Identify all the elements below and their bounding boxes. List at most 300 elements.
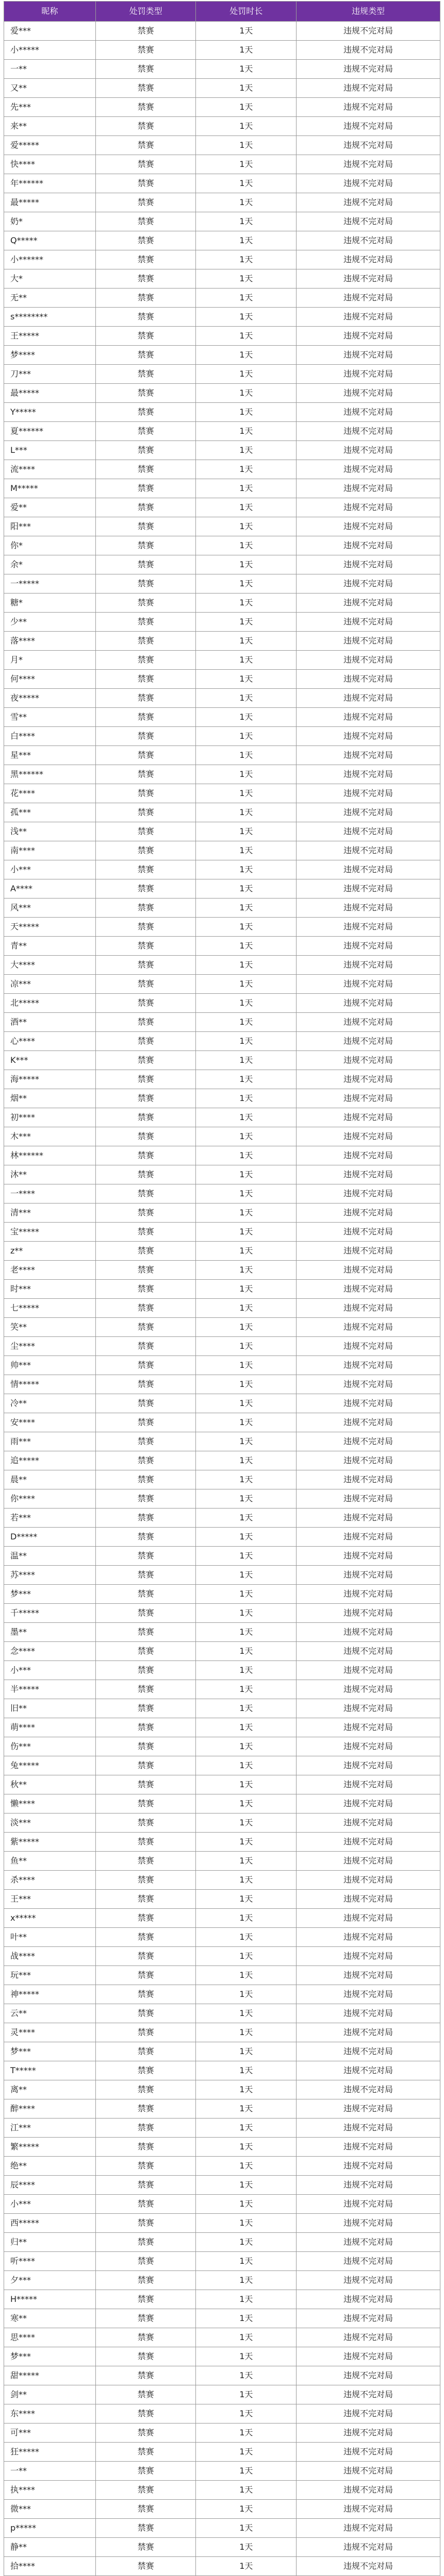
penalty-type-cell: 禁赛 bbox=[95, 765, 196, 784]
nickname-cell: 一** bbox=[4, 60, 96, 79]
nickname-cell: 天***** bbox=[4, 918, 96, 937]
table-row bbox=[4, 1566, 440, 1585]
table-row bbox=[4, 479, 440, 498]
penalty-type-cell: 禁赛 bbox=[95, 1051, 196, 1070]
violation-type-cell: 违规不完对局 bbox=[297, 2233, 440, 2252]
penalty-type-cell: 禁赛 bbox=[95, 2385, 196, 2404]
penalty-type-cell: 禁赛 bbox=[95, 1833, 196, 1852]
table-row bbox=[4, 2519, 440, 2538]
penalty-duration-cell: 1天 bbox=[196, 1051, 297, 1070]
nickname-cell: 无** bbox=[4, 289, 96, 308]
violation-type-cell: 违规不完对局 bbox=[297, 1775, 440, 1794]
penalty-duration-cell: 1天 bbox=[196, 708, 297, 727]
penalty-duration-cell: 1天 bbox=[196, 2290, 297, 2309]
table-row bbox=[4, 1280, 440, 1299]
penalty-type-cell: 禁赛 bbox=[95, 841, 196, 860]
penalty-duration-cell: 1天 bbox=[196, 1489, 297, 1509]
violation-type-cell: 违规不完对局 bbox=[297, 327, 440, 346]
penalty-type-cell: 禁赛 bbox=[95, 1146, 196, 1165]
penalty-type-cell: 禁赛 bbox=[95, 2099, 196, 2119]
nickname-cell: 风*** bbox=[4, 899, 96, 918]
nickname-cell: 江*** bbox=[4, 2119, 96, 2138]
penalty-type-cell: 禁赛 bbox=[95, 2309, 196, 2328]
table-row bbox=[4, 1261, 440, 1280]
table-row bbox=[4, 2252, 440, 2271]
nickname-cell: 剑** bbox=[4, 2385, 96, 2404]
penalty-duration-cell: 1天 bbox=[196, 574, 297, 594]
penalty-duration-cell: 1天 bbox=[196, 2462, 297, 2481]
nickname-cell: 夕*** bbox=[4, 2271, 96, 2290]
violation-type-cell: 违规不完对局 bbox=[297, 441, 440, 460]
penalty-duration-cell: 1天 bbox=[196, 1737, 297, 1756]
table-row bbox=[4, 1509, 440, 1528]
violation-type-cell: 违规不完对局 bbox=[297, 2366, 440, 2385]
penalty-duration-cell: 1天 bbox=[196, 937, 297, 956]
penalty-type-cell: 禁赛 bbox=[95, 2538, 196, 2557]
nickname-cell: 孤*** bbox=[4, 803, 96, 822]
nickname-cell: T***** bbox=[4, 2061, 96, 2080]
penalty-type-cell: 禁赛 bbox=[95, 574, 196, 594]
penalty-type-cell: 禁赛 bbox=[95, 174, 196, 193]
table-row bbox=[4, 1223, 440, 1242]
nickname-cell: 老**** bbox=[4, 1261, 96, 1280]
penalty-type-cell: 禁赛 bbox=[95, 365, 196, 384]
nickname-cell: x***** bbox=[4, 1909, 96, 1928]
violation-type-cell: 违规不完对局 bbox=[297, 403, 440, 422]
penalty-type-cell: 禁赛 bbox=[95, 269, 196, 289]
penalty-type-cell: 禁赛 bbox=[95, 250, 196, 269]
penalty-duration-cell: 1天 bbox=[196, 2385, 297, 2404]
table-row bbox=[4, 1070, 440, 1089]
penalty-type-cell: 禁赛 bbox=[95, 327, 196, 346]
table-row bbox=[4, 2042, 440, 2061]
violation-type-cell: 违规不完对局 bbox=[297, 1547, 440, 1566]
violation-type-cell: 违规不完对局 bbox=[297, 1318, 440, 1337]
nickname-cell: 爱*** bbox=[4, 22, 96, 41]
penalty-type-cell: 禁赛 bbox=[95, 2290, 196, 2309]
penalty-type-cell: 禁赛 bbox=[95, 346, 196, 365]
table-row bbox=[4, 498, 440, 517]
penalty-duration-cell: 1天 bbox=[196, 1566, 297, 1585]
violation-type-cell: 违规不完对局 bbox=[297, 1642, 440, 1661]
table-row bbox=[4, 1394, 440, 1413]
penalty-type-cell: 禁赛 bbox=[95, 1909, 196, 1928]
penalty-duration-cell: 1天 bbox=[196, 2157, 297, 2176]
violation-type-cell: 违规不完对局 bbox=[297, 899, 440, 918]
nickname-cell: 狂***** bbox=[4, 2443, 96, 2462]
nickname-cell: 战**** bbox=[4, 1947, 96, 1966]
violation-type-cell: 违规不完对局 bbox=[297, 937, 440, 956]
violation-type-cell: 违规不完对局 bbox=[297, 2519, 440, 2538]
penalty-type-cell: 禁赛 bbox=[95, 1299, 196, 1318]
penalty-type-cell: 禁赛 bbox=[95, 1318, 196, 1337]
nickname-cell: 一** bbox=[4, 2462, 96, 2481]
penalty-duration-cell: 1天 bbox=[196, 1261, 297, 1280]
violation-type-cell: 违规不完对局 bbox=[297, 1089, 440, 1108]
table-row bbox=[4, 727, 440, 746]
penalty-duration-cell: 1天 bbox=[196, 1966, 297, 1985]
nickname-cell: 千***** bbox=[4, 1604, 96, 1623]
penalty-type-cell: 禁赛 bbox=[95, 1547, 196, 1566]
violation-type-cell: 违规不完对局 bbox=[297, 365, 440, 384]
nickname-cell: 阳*** bbox=[4, 517, 96, 536]
violation-type-cell: 违规不完对局 bbox=[297, 1814, 440, 1833]
penalty-duration-cell: 1天 bbox=[196, 1528, 297, 1547]
nickname-cell: 听**** bbox=[4, 2252, 96, 2271]
penalty-duration-cell: 1天 bbox=[196, 1547, 297, 1566]
table-row bbox=[4, 1413, 440, 1432]
violation-type-cell: 违规不完对局 bbox=[297, 1623, 440, 1642]
nickname-cell: K*** bbox=[4, 1051, 96, 1070]
penalty-duration-cell: 1天 bbox=[196, 1356, 297, 1375]
violation-type-cell: 违规不完对局 bbox=[297, 117, 440, 136]
penalty-type-cell: 禁赛 bbox=[95, 1337, 196, 1356]
penalty-type-cell: 禁赛 bbox=[95, 1852, 196, 1871]
table-row bbox=[4, 555, 440, 574]
penalty-duration-cell: 1天 bbox=[196, 1242, 297, 1261]
penalty-type-cell: 禁赛 bbox=[95, 1070, 196, 1089]
nickname-cell: 思**** bbox=[4, 2328, 96, 2347]
penalty-type-cell: 禁赛 bbox=[95, 1756, 196, 1775]
penalty-duration-cell: 1天 bbox=[196, 746, 297, 765]
violation-type-cell: 违规不完对局 bbox=[297, 1871, 440, 1890]
nickname-cell: 落**** bbox=[4, 632, 96, 651]
nickname-cell: 一**** bbox=[4, 1184, 96, 1204]
penalty-duration-cell: 1天 bbox=[196, 1223, 297, 1242]
table-row bbox=[4, 574, 440, 594]
nickname-cell: 白**** bbox=[4, 727, 96, 746]
violation-type-cell: 违规不完对局 bbox=[297, 841, 440, 860]
penalty-duration-cell: 1天 bbox=[196, 365, 297, 384]
table-row bbox=[4, 1585, 440, 1604]
penalty-duration-cell: 1天 bbox=[196, 289, 297, 308]
violation-type-cell: 违规不完对局 bbox=[297, 1299, 440, 1318]
penalty-duration-cell: 1天 bbox=[196, 2443, 297, 2462]
penalty-duration-cell: 1天 bbox=[196, 975, 297, 994]
table-row bbox=[4, 1775, 440, 1794]
penalty-type-cell: 禁赛 bbox=[95, 2157, 196, 2176]
violation-type-cell: 违规不完对局 bbox=[297, 1356, 440, 1375]
nickname-cell: Q***** bbox=[4, 231, 96, 250]
penalty-duration-cell: 1天 bbox=[196, 2309, 297, 2328]
violation-type-cell: 违规不完对局 bbox=[297, 2138, 440, 2157]
violation-type-cell: 违规不完对局 bbox=[297, 346, 440, 365]
table-row bbox=[4, 422, 440, 441]
nickname-cell: 微*** bbox=[4, 2500, 96, 2519]
penalty-type-cell: 禁赛 bbox=[95, 2176, 196, 2195]
violation-type-cell: 违规不完对局 bbox=[297, 670, 440, 689]
penalty-duration-cell: 1天 bbox=[196, 22, 297, 41]
table-row bbox=[4, 1089, 440, 1108]
violation-type-cell: 违规不完对局 bbox=[297, 2061, 440, 2080]
penalty-duration-cell: 1天 bbox=[196, 250, 297, 269]
penalty-type-cell: 禁赛 bbox=[95, 1642, 196, 1661]
violation-type-cell: 违规不完对局 bbox=[297, 98, 440, 117]
table-row bbox=[4, 2004, 440, 2023]
penalty-type-cell: 禁赛 bbox=[95, 632, 196, 651]
table-row bbox=[4, 1204, 440, 1223]
violation-type-cell: 违规不完对局 bbox=[297, 1432, 440, 1451]
penalty-type-cell: 禁赛 bbox=[95, 613, 196, 632]
violation-type-cell: 违规不完对局 bbox=[297, 1394, 440, 1413]
table-row bbox=[4, 1547, 440, 1566]
violation-type-cell: 违规不完对局 bbox=[297, 2538, 440, 2557]
penalty-duration-cell: 1天 bbox=[196, 1375, 297, 1394]
penalty-duration-cell: 1天 bbox=[196, 1013, 297, 1032]
violation-type-cell: 违规不完对局 bbox=[297, 555, 440, 574]
nickname-cell: 黑****** bbox=[4, 765, 96, 784]
violation-type-cell: 违规不完对局 bbox=[297, 1261, 440, 1280]
violation-type-cell: 违规不完对局 bbox=[297, 2099, 440, 2119]
penalty-type-cell: 禁赛 bbox=[95, 1794, 196, 1814]
penalty-duration-cell: 1天 bbox=[196, 136, 297, 155]
nickname-cell: 月* bbox=[4, 651, 96, 670]
penalty-type-cell: 禁赛 bbox=[95, 1089, 196, 1108]
nickname-cell: 淡*** bbox=[4, 1814, 96, 1833]
penalty-duration-cell: 1天 bbox=[196, 1871, 297, 1890]
penalty-type-cell: 禁赛 bbox=[95, 1947, 196, 1966]
violation-type-cell: 违规不完对局 bbox=[297, 498, 440, 517]
nickname-cell: 浅** bbox=[4, 822, 96, 841]
table-row bbox=[4, 269, 440, 289]
table-row bbox=[4, 1833, 440, 1852]
penalty-type-cell: 禁赛 bbox=[95, 536, 196, 555]
penalty-duration-cell: 1天 bbox=[196, 803, 297, 822]
penalty-type-cell: 禁赛 bbox=[95, 231, 196, 250]
violation-type-cell: 违规不完对局 bbox=[297, 2214, 440, 2233]
penalty-duration-cell: 1天 bbox=[196, 2481, 297, 2500]
table-row bbox=[4, 517, 440, 536]
table-row bbox=[4, 1985, 440, 2004]
nickname-cell: 快**** bbox=[4, 155, 96, 174]
table-row bbox=[4, 2176, 440, 2195]
penalty-type-cell: 禁赛 bbox=[95, 2004, 196, 2023]
nickname-cell: 梦**** bbox=[4, 346, 96, 365]
nickname-cell: 叶** bbox=[4, 1928, 96, 1947]
table-row bbox=[4, 2195, 440, 2214]
nickname-cell: 兔***** bbox=[4, 1756, 96, 1775]
penalty-type-cell: 禁赛 bbox=[95, 1204, 196, 1223]
nickname-cell: 大* bbox=[4, 269, 96, 289]
violation-type-cell: 违规不完对局 bbox=[297, 1794, 440, 1814]
table-row bbox=[4, 822, 440, 841]
nickname-cell: 旧** bbox=[4, 1699, 96, 1718]
nickname-cell: 小*** bbox=[4, 2195, 96, 2214]
penalty-type-cell: 禁赛 bbox=[95, 1871, 196, 1890]
penalty-duration-cell: 1天 bbox=[196, 956, 297, 975]
violation-type-cell: 违规不完对局 bbox=[297, 1833, 440, 1852]
table-row bbox=[4, 1947, 440, 1966]
violation-type-cell: 违规不完对局 bbox=[297, 2023, 440, 2042]
table-row bbox=[4, 879, 440, 899]
violation-type-cell: 违规不完对局 bbox=[297, 2195, 440, 2214]
violation-type-cell: 违规不完对局 bbox=[297, 1718, 440, 1737]
penalty-duration-cell: 1天 bbox=[196, 689, 297, 708]
violation-type-cell: 违规不完对局 bbox=[297, 1280, 440, 1299]
penalty-type-cell: 禁赛 bbox=[95, 2138, 196, 2157]
penalty-type-cell: 禁赛 bbox=[95, 193, 196, 212]
violation-type-cell: 违规不完对局 bbox=[297, 1528, 440, 1547]
nickname-cell: 小*** bbox=[4, 860, 96, 879]
table-row bbox=[4, 1680, 440, 1699]
penalty-type-cell: 禁赛 bbox=[95, 460, 196, 479]
penalty-table bbox=[4, 1, 440, 2576]
penalty-type-cell: 禁赛 bbox=[95, 784, 196, 803]
nickname-cell: 念**** bbox=[4, 1642, 96, 1661]
nickname-cell: 甜***** bbox=[4, 2366, 96, 2385]
nickname-cell: 来** bbox=[4, 117, 96, 136]
nickname-cell: p***** bbox=[4, 2519, 96, 2538]
nickname-cell: 鱼** bbox=[4, 1852, 96, 1871]
penalty-type-cell: 禁赛 bbox=[95, 594, 196, 613]
penalty-duration-cell: 1天 bbox=[196, 1661, 297, 1680]
penalty-duration-cell: 1天 bbox=[196, 1833, 297, 1852]
penalty-type-cell: 禁赛 bbox=[95, 79, 196, 98]
table-row bbox=[4, 2080, 440, 2099]
violation-type-cell: 违规不完对局 bbox=[297, 975, 440, 994]
penalty-duration-cell: 1天 bbox=[196, 1337, 297, 1356]
violation-type-cell: 违规不完对局 bbox=[297, 2119, 440, 2138]
penalty-duration-cell: 1天 bbox=[196, 2347, 297, 2366]
penalty-duration-cell: 1天 bbox=[196, 1318, 297, 1337]
table-row bbox=[4, 765, 440, 784]
nickname-cell: 懒**** bbox=[4, 1794, 96, 1814]
nickname-cell: 温** bbox=[4, 1547, 96, 1566]
table-row bbox=[4, 536, 440, 555]
table-row bbox=[4, 1451, 440, 1470]
violation-type-cell: 违规不完对局 bbox=[297, 1165, 440, 1184]
penalty-type-cell: 禁赛 bbox=[95, 1680, 196, 1699]
table-row bbox=[4, 784, 440, 803]
nickname-cell: 离** bbox=[4, 2080, 96, 2099]
penalty-duration-cell: 1天 bbox=[196, 117, 297, 136]
violation-type-cell: 违规不完对局 bbox=[297, 1470, 440, 1489]
nickname-cell: 又** bbox=[4, 79, 96, 98]
penalty-type-cell: 禁赛 bbox=[95, 1566, 196, 1585]
penalty-type-cell: 禁赛 bbox=[95, 136, 196, 155]
nickname-cell: 东**** bbox=[4, 2404, 96, 2424]
penalty-duration-cell: 1天 bbox=[196, 498, 297, 517]
violation-type-cell: 违规不完对局 bbox=[297, 574, 440, 594]
nickname-cell: 夜***** bbox=[4, 689, 96, 708]
nickname-cell: 笑** bbox=[4, 1318, 96, 1337]
table-row bbox=[4, 346, 440, 365]
violation-type-cell: 违规不完对局 bbox=[297, 1051, 440, 1070]
table-row bbox=[4, 1013, 440, 1032]
nickname-cell: 最***** bbox=[4, 193, 96, 212]
penalty-type-cell: 禁赛 bbox=[95, 937, 196, 956]
penalty-duration-cell: 1天 bbox=[196, 403, 297, 422]
nickname-cell: 晨** bbox=[4, 1470, 96, 1489]
table-row bbox=[4, 231, 440, 250]
penalty-type-cell: 禁赛 bbox=[95, 1013, 196, 1032]
table-row bbox=[4, 1242, 440, 1261]
penalty-duration-cell: 1天 bbox=[196, 879, 297, 899]
penalty-type-cell: 禁赛 bbox=[95, 403, 196, 422]
violation-type-cell: 违规不完对局 bbox=[297, 1966, 440, 1985]
table-row bbox=[4, 460, 440, 479]
table-row bbox=[4, 918, 440, 937]
penalty-duration-cell: 1天 bbox=[196, 1413, 297, 1432]
penalty-duration-cell: 1天 bbox=[196, 1928, 297, 1947]
nickname-cell: 少** bbox=[4, 613, 96, 632]
table-row bbox=[4, 2214, 440, 2233]
penalty-duration-cell: 1天 bbox=[196, 346, 297, 365]
penalty-duration-cell: 1天 bbox=[196, 632, 297, 651]
table-row bbox=[4, 1871, 440, 1890]
table-row bbox=[4, 1699, 440, 1718]
table-row bbox=[4, 155, 440, 174]
nickname-cell: 林****** bbox=[4, 1146, 96, 1165]
penalty-type-cell: 禁赛 bbox=[95, 670, 196, 689]
violation-type-cell: 违规不完对局 bbox=[297, 2385, 440, 2404]
violation-type-cell: 违规不完对局 bbox=[297, 1337, 440, 1356]
penalty-type-cell: 禁赛 bbox=[95, 1985, 196, 2004]
table-row bbox=[4, 899, 440, 918]
penalty-duration-cell: 1天 bbox=[196, 1814, 297, 1833]
violation-type-cell: 违规不完对局 bbox=[297, 1489, 440, 1509]
nickname-cell: 小***** bbox=[4, 41, 96, 60]
violation-type-cell: 违规不完对局 bbox=[297, 784, 440, 803]
table-row bbox=[4, 174, 440, 193]
penalty-duration-cell: 1天 bbox=[196, 2176, 297, 2195]
penalty-type-cell: 禁赛 bbox=[95, 2119, 196, 2138]
violation-type-cell: 违规不完对局 bbox=[297, 308, 440, 327]
penalty-duration-cell: 1天 bbox=[196, 1509, 297, 1528]
penalty-type-cell: 禁赛 bbox=[95, 1451, 196, 1470]
nickname-cell: 冷** bbox=[4, 1394, 96, 1413]
table-row bbox=[4, 22, 440, 41]
table-row bbox=[4, 1051, 440, 1070]
penalty-type-cell: 禁赛 bbox=[95, 60, 196, 79]
nickname-cell: 辰**** bbox=[4, 2176, 96, 2195]
nickname-cell: 宝***** bbox=[4, 1223, 96, 1242]
table-row bbox=[4, 365, 440, 384]
penalty-type-cell: 禁赛 bbox=[95, 212, 196, 231]
penalty-type-cell: 禁赛 bbox=[95, 1108, 196, 1127]
table-row bbox=[4, 289, 440, 308]
violation-type-cell: 违规不完对局 bbox=[297, 1509, 440, 1528]
table-row bbox=[4, 594, 440, 613]
violation-type-cell: 违规不完对局 bbox=[297, 2347, 440, 2366]
violation-type-cell: 违规不完对局 bbox=[297, 1756, 440, 1775]
penalty-duration-cell: 1天 bbox=[196, 2252, 297, 2271]
table-row bbox=[4, 403, 440, 422]
penalty-type-cell: 禁赛 bbox=[95, 2061, 196, 2080]
violation-type-cell: 违规不完对局 bbox=[297, 517, 440, 536]
nickname-cell: 绝** bbox=[4, 2157, 96, 2176]
nickname-cell: Y***** bbox=[4, 403, 96, 422]
nickname-cell: 初**** bbox=[4, 1108, 96, 1127]
nickname-cell: 神***** bbox=[4, 1985, 96, 2004]
violation-type-cell: 违规不完对局 bbox=[297, 136, 440, 155]
penalty-type-cell: 禁赛 bbox=[95, 1623, 196, 1642]
header-nickname: 昵称 bbox=[4, 2, 96, 22]
penalty-duration-cell: 1天 bbox=[196, 327, 297, 346]
nickname-cell: 何**** bbox=[4, 670, 96, 689]
nickname-cell: 先*** bbox=[4, 98, 96, 117]
penalty-type-cell: 禁赛 bbox=[95, 498, 196, 517]
header-penalty-duration: 处罚时长 bbox=[196, 2, 297, 22]
penalty-type-cell: 禁赛 bbox=[95, 1585, 196, 1604]
penalty-type-cell: 禁赛 bbox=[95, 2042, 196, 2061]
violation-type-cell: 违规不完对局 bbox=[297, 2500, 440, 2519]
table-row bbox=[4, 308, 440, 327]
table-row bbox=[4, 1814, 440, 1833]
penalty-duration-cell: 1天 bbox=[196, 79, 297, 98]
penalty-duration-cell: 1天 bbox=[196, 1280, 297, 1299]
violation-type-cell: 违规不完对局 bbox=[297, 1204, 440, 1223]
